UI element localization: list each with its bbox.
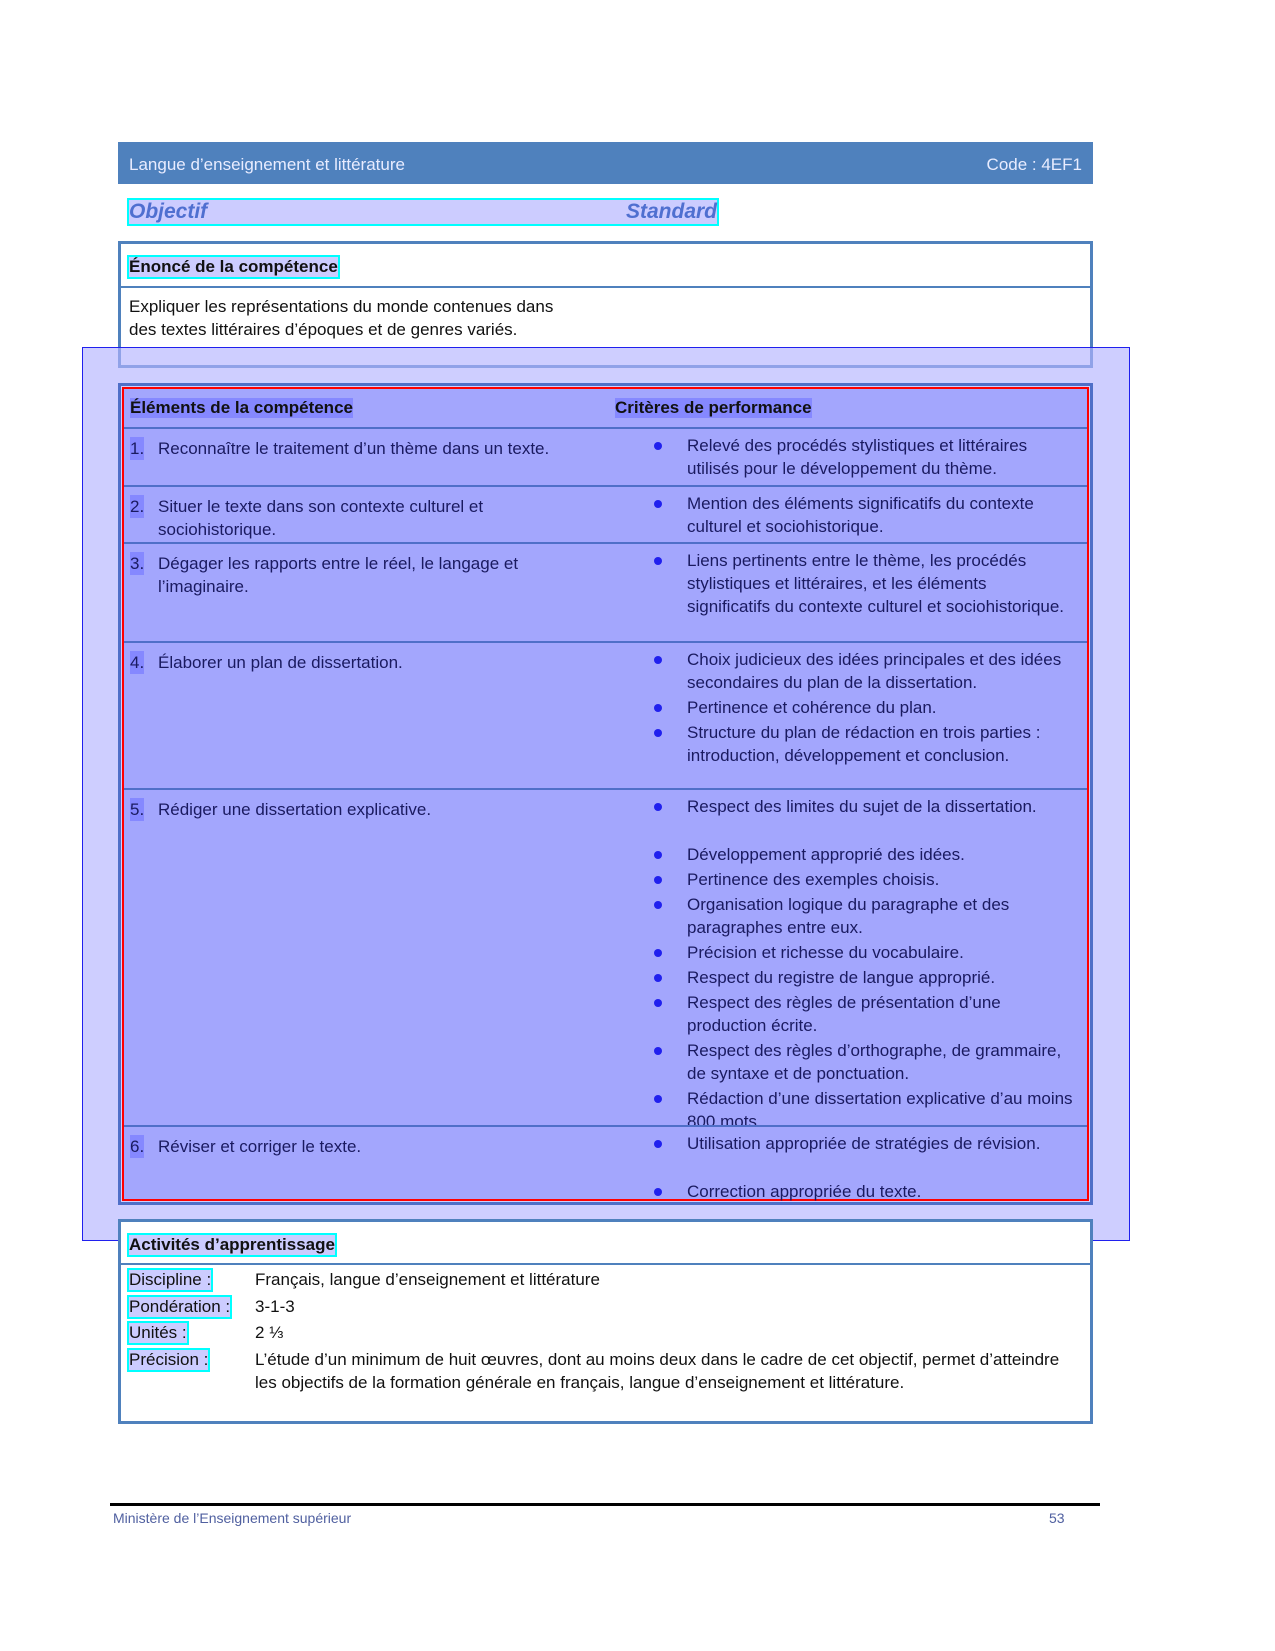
criterion-item	[654, 434, 1074, 480]
criterion-text: Organisation logique du paragraphe et des paragraphes entre eux.	[687, 895, 1010, 937]
criterion-text: Respect des limites du sujet de la dissertation.	[687, 797, 1037, 816]
criterion-text: Liens pertinents entre le thème, les procédés stylistiques et littéraires, et les éléments significatifs du contexte culturel et sociohistorique.	[687, 551, 1065, 616]
activites-box	[118, 1219, 1093, 1424]
criterion-item	[654, 868, 1074, 891]
criterion-text: Précision et richesse du vocabulaire.	[687, 943, 964, 962]
criterion-item	[654, 966, 1074, 989]
competence-table	[118, 383, 1093, 1205]
activity-label: Pondération :	[129, 1297, 231, 1316]
criterion-text: Respect du registre de langue approprié.	[687, 968, 996, 987]
element-number: 5.	[130, 800, 145, 819]
footer-rule	[110, 1503, 1100, 1506]
element-text: Rédiger une dissertation explicative.	[158, 800, 432, 819]
objectif-label: Objectif	[129, 200, 208, 223]
activites-title: Activités d’apprentissage	[129, 1235, 335, 1254]
criterion-text: Pertinence des exemples choisis.	[687, 870, 940, 889]
criterion-item	[654, 549, 1074, 618]
bullet-icon	[654, 557, 662, 565]
activity-value: 2 ⅓	[255, 1323, 284, 1342]
criterion-item	[654, 721, 1074, 767]
activity-value: L’étude d’un minimum de huit œuvres, dont au moins deux dans le cadre de cet objectif, permet d’atteindre les objectifs de la formation générale en français, langue d’enseignement et littérature.	[255, 1350, 1060, 1392]
bullet-icon	[654, 999, 662, 1007]
bullet-icon	[654, 901, 662, 909]
criterion-item	[654, 843, 1074, 866]
course-title: Langue d’enseignement et littérature	[129, 155, 405, 174]
criterion-item	[654, 1132, 1074, 1155]
criterion-item	[654, 648, 1074, 694]
criterion-item	[654, 492, 1074, 538]
criterion-item	[654, 1039, 1074, 1085]
element-number: 4.	[130, 653, 145, 672]
table-row	[124, 641, 1087, 765]
activity-label: Unités :	[129, 1323, 187, 1342]
bullet-icon	[654, 442, 662, 450]
bullet-icon	[654, 656, 662, 664]
activity-label: Précision :	[129, 1350, 209, 1369]
element-number: 3.	[130, 554, 145, 573]
element-text: Réviser et corriger le texte.	[158, 1137, 362, 1156]
criterion-text: Développement approprié des idées.	[687, 845, 965, 864]
criterion-text: Choix judicieux des idées principales et des idées secondaires du plan de la dissertation.	[687, 650, 1062, 692]
element-text: Élaborer un plan de dissertation.	[158, 653, 403, 672]
criterion-item	[654, 795, 1074, 818]
activity-value: Français, langue d’enseignement et littérature	[255, 1270, 600, 1289]
bullet-icon	[654, 729, 662, 737]
criterion-text: Rédaction d’une dissertation explicative d’au moins 800 mots.	[687, 1089, 1073, 1131]
enonce-title: Énoncé de la compétence	[129, 257, 338, 276]
criterion-text: Pertinence et cohérence du plan.	[687, 698, 937, 717]
bullet-icon	[654, 949, 662, 957]
col-elements-header: Éléments de la compétence	[130, 398, 353, 417]
bullet-icon	[654, 1095, 662, 1103]
activity-value: 3-1-3	[255, 1297, 295, 1316]
element-number: 2.	[130, 497, 145, 516]
element-text: Dégager les rapports entre le réel, le langage et l’imaginaire.	[158, 554, 519, 596]
col-criteres-header: Critères de performance	[615, 398, 812, 417]
bullet-icon	[654, 704, 662, 712]
activity-label: Discipline :	[129, 1270, 212, 1289]
standard-label: Standard	[625, 200, 717, 223]
table-row	[124, 427, 1087, 478]
criterion-item	[654, 893, 1074, 939]
criterion-text: Mention des éléments significatifs du contexte culturel et sociohistorique.	[687, 494, 1034, 536]
bullet-icon	[654, 876, 662, 884]
criterion-text: Relevé des procédés stylistiques et littéraires utilisés pour le développement du thème.	[687, 436, 1028, 478]
criterion-item	[654, 991, 1074, 1037]
criterion-item	[654, 1180, 1074, 1203]
bullet-icon	[654, 851, 662, 859]
table-row	[124, 485, 1087, 539]
enonce-text: Expliquer les représentations du monde contenues dans des textes littéraires d’époques et de genres variés.	[129, 297, 554, 339]
criterion-item	[654, 941, 1074, 964]
footer-ministry: Ministère de l’Enseignement supérieur	[113, 1510, 352, 1526]
criterion-item	[654, 696, 1074, 719]
bullet-icon	[654, 803, 662, 811]
table-row	[124, 788, 1087, 1131]
objective-bar	[129, 200, 717, 224]
bullet-icon	[654, 500, 662, 508]
bullet-icon	[654, 1047, 662, 1055]
criterion-text: Correction appropriée du texte.	[687, 1182, 922, 1201]
bullet-icon	[654, 1188, 662, 1196]
criterion-text: Respect des règles de présentation d’une production écrite.	[687, 993, 1001, 1035]
page-number: 53	[1049, 1510, 1065, 1526]
table-row	[124, 542, 1087, 616]
criterion-text: Utilisation appropriée de stratégies de révision.	[687, 1134, 1041, 1153]
element-number: 6.	[130, 1137, 145, 1156]
element-number: 1.	[130, 439, 145, 458]
element-text: Reconnaître le traitement d’un thème dans un texte.	[158, 439, 550, 458]
criterion-text: Respect des règles d’orthographe, de grammaire, de syntaxe et de ponctuation.	[687, 1041, 1062, 1083]
element-text: Situer le texte dans son contexte culturel et sociohistorique.	[158, 497, 484, 539]
criterion-text: Structure du plan de rédaction en trois parties : introduction, développement et conclusion.	[687, 723, 1041, 765]
course-code: Code : 4EF1	[986, 155, 1082, 174]
header-bar	[118, 142, 1093, 184]
bullet-icon	[654, 974, 662, 982]
bullet-icon	[654, 1140, 662, 1148]
table-row	[124, 1125, 1087, 1201]
